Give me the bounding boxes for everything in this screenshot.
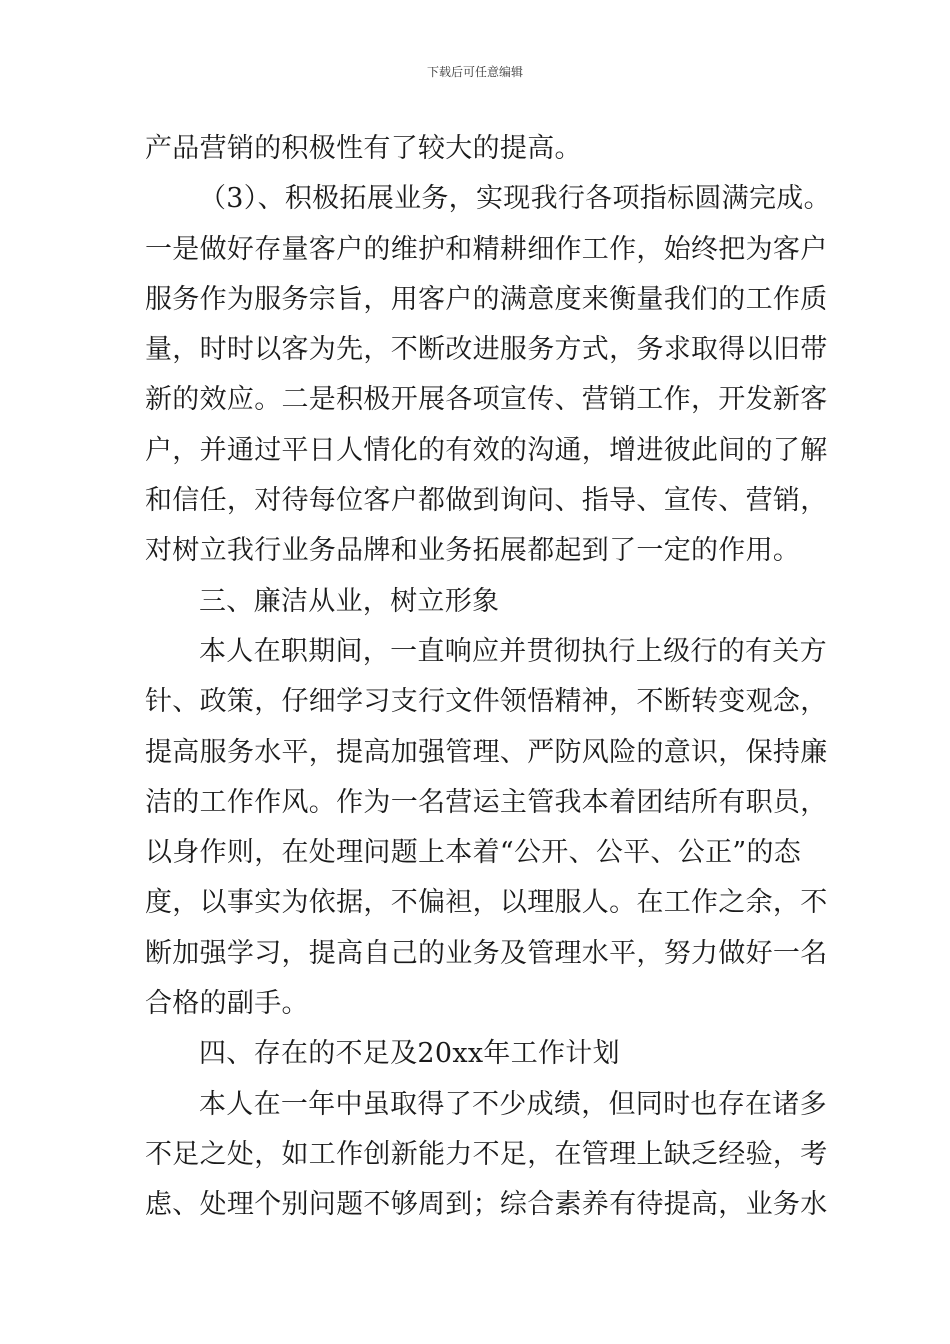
document-body bbox=[145, 124, 831, 1231]
paragraph-line: 对树立我行业务品牌和业务拓展都起到了一定的作用。 bbox=[145, 535, 801, 567]
paragraph-line: （3）、积极拓展业务，实现我行各项指标圆满完成。 bbox=[199, 183, 831, 215]
paragraph-line: 服务作为服务宗旨，用客户的满意度来衡量我们的工作质 bbox=[145, 283, 828, 315]
paragraph-line: 和信任，对待每位客户都做到询问、指导、宣传、营销， bbox=[145, 485, 828, 517]
paragraph-line: 提高服务水平，提高加强管理、严防风险的意识，保持廉 bbox=[145, 736, 828, 768]
section-heading: 四、存在的不足及20xx年工作计划 bbox=[199, 1038, 620, 1070]
section-heading: 三、廉洁从业，树立形象 bbox=[199, 585, 500, 617]
paragraph-line: 不足之处，如工作创新能力不足，在管理上缺乏经验，考 bbox=[145, 1138, 828, 1170]
paragraph-line: 洁的工作作风。作为一名营运主管我本着团结所有职员， bbox=[145, 786, 828, 818]
paragraph-line: 新的效应。二是积极开展各项宣传、营销工作，开发新客 bbox=[145, 384, 828, 416]
paragraph-line: 度，以事实为依据，不偏袒，以理服人。在工作之余，不 bbox=[145, 887, 828, 919]
paragraph-line: 本人在一年中虽取得了不少成绩，但同时也存在诸多 bbox=[199, 1088, 827, 1120]
paragraph-line: 虑、处理个别问题不够周到；综合素养有待提高，业务水 bbox=[145, 1189, 828, 1221]
paragraph-line: 以身作则，在处理问题上本着“公开、公平、公正”的态 bbox=[145, 837, 802, 869]
paragraph-line: 针、政策，仔细学习支行文件领悟精神，不断转变观念， bbox=[145, 686, 828, 718]
paragraph-line: 本人在职期间，一直响应并贯彻执行上级行的有关方 bbox=[199, 635, 827, 667]
paragraph-line: 产品营销的积极性有了较大的提高。 bbox=[145, 133, 582, 164]
paragraph-line: 合格的副手。 bbox=[145, 988, 309, 1020]
paragraph-line: 一是做好存量客户的维护和精耕细作工作，始终把为客户 bbox=[145, 233, 828, 265]
page-header: 下载后可任意编辑 bbox=[426, 65, 523, 79]
paragraph-line: 量，时时以客为先，不断改进服务方式，务求取得以旧带 bbox=[145, 334, 828, 366]
paragraph-line: 户，并通过平日人情化的有效的沟通，增进彼此间的了解 bbox=[145, 434, 828, 466]
paragraph-line: 断加强学习，提高自己的业务及管理水平，努力做好一名 bbox=[145, 937, 828, 969]
